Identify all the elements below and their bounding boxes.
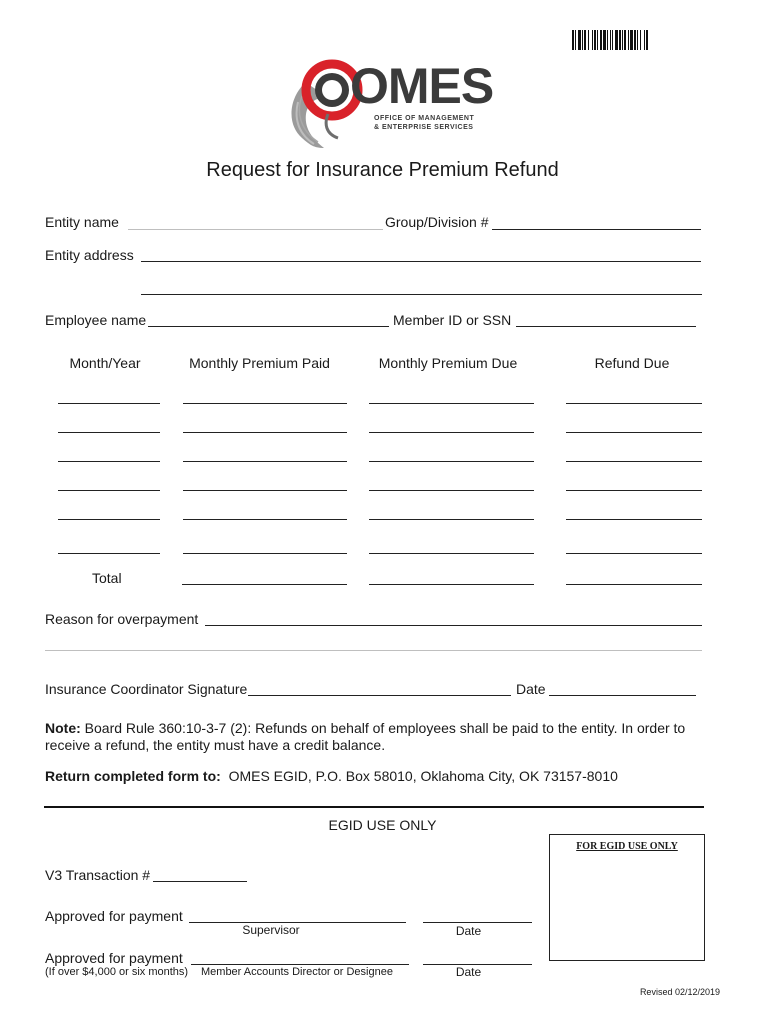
barcode-bar	[644, 30, 645, 50]
section-divider	[44, 806, 704, 808]
logo-subtitle-line2: & ENTERPRISE SERVICES	[374, 124, 474, 131]
signature-label: Insurance Coordinator Signature	[45, 681, 248, 697]
table-cell-due-1[interactable]	[369, 389, 534, 404]
revised-date: Revised 02/12/2019	[639, 987, 720, 997]
entity-address-label: Entity address	[45, 247, 134, 263]
over-limit-caption: (If over $4,000 or six months)	[45, 966, 189, 978]
barcode-bar	[607, 30, 608, 50]
total-refund-field[interactable]	[566, 570, 702, 585]
egid-use-box	[549, 834, 705, 961]
barcode-bar	[582, 30, 583, 50]
entity-address-field-2[interactable]	[141, 280, 702, 295]
barcode-bar	[622, 30, 623, 50]
logo-subtitle-line1: OFFICE OF MANAGEMENT	[374, 115, 475, 122]
barcode-bar	[634, 30, 636, 50]
barcode-bar	[640, 30, 641, 50]
entity-address-field-1[interactable]	[141, 247, 701, 262]
group-division-label: Group/Division #	[385, 214, 489, 230]
egid-box-label: FOR EGID USE ONLY	[576, 841, 678, 852]
header-premium-due: Monthly Premium Due	[378, 355, 518, 371]
table-cell-month-1[interactable]	[58, 389, 160, 404]
barcode-bar	[619, 30, 621, 50]
table-cell-refund-5[interactable]	[566, 505, 702, 520]
signature-date-field[interactable]	[549, 681, 696, 696]
barcode-bar	[630, 30, 633, 50]
header-refund-due: Refund Due	[594, 355, 670, 371]
barcode-bar	[600, 30, 602, 50]
director-field[interactable]	[191, 950, 409, 965]
table-cell-due-2[interactable]	[369, 418, 534, 433]
table-cell-month-6[interactable]	[58, 539, 160, 554]
total-due-field[interactable]	[369, 570, 534, 585]
barcode-bar	[572, 30, 574, 50]
omes-logo	[284, 52, 494, 152]
reason-field-1[interactable]	[205, 611, 702, 626]
table-cell-month-4[interactable]	[58, 476, 160, 491]
barcode-bar	[584, 30, 586, 50]
director-date-field[interactable]	[423, 950, 532, 965]
egid-section-title: EGID USE ONLY	[328, 817, 437, 833]
supervisor-date-field[interactable]	[423, 908, 532, 923]
table-cell-refund-6[interactable]	[566, 539, 702, 554]
group-division-field[interactable]	[492, 215, 701, 230]
approved-label-1: Approved for payment	[45, 908, 183, 924]
barcode-bar	[610, 30, 611, 50]
return-bold: Return completed form to:	[45, 768, 221, 784]
entity-name-field[interactable]	[128, 215, 383, 230]
barcode-bar	[588, 30, 589, 50]
table-cell-paid-5[interactable]	[183, 505, 347, 520]
table-cell-due-6[interactable]	[369, 539, 534, 554]
total-label: Total	[92, 570, 122, 586]
return-address: OMES EGID, P.O. Box 58010, Oklahoma City, OK 73157-8010	[228, 768, 618, 784]
supervisor-caption: Supervisor	[242, 923, 300, 937]
member-id-field[interactable]	[516, 312, 696, 327]
barcode-bar	[603, 30, 606, 50]
director-caption: Member Accounts Director or Designee	[201, 966, 393, 978]
barcode-bar	[637, 30, 638, 50]
table-cell-paid-4[interactable]	[183, 476, 347, 491]
signature-field[interactable]	[248, 681, 511, 696]
table-cell-paid-1[interactable]	[183, 389, 347, 404]
entity-name-label: Entity name	[45, 214, 119, 230]
table-cell-refund-3[interactable]	[566, 447, 702, 462]
note-line-1	[45, 720, 685, 736]
barcode-bar	[628, 30, 629, 50]
approved-label-2: Approved for payment	[45, 950, 183, 966]
director-date-caption: Date	[455, 965, 482, 979]
header-month-year: Month/Year	[69, 355, 141, 371]
barcode-bar	[612, 30, 613, 50]
table-cell-due-4[interactable]	[369, 476, 534, 491]
table-cell-refund-2[interactable]	[566, 418, 702, 433]
supervisor-date-caption: Date	[455, 924, 482, 938]
table-cell-paid-2[interactable]	[183, 418, 347, 433]
barcode-bar	[615, 30, 618, 50]
v3-transaction-label: V3 Transaction #	[45, 867, 151, 883]
barcode-bar	[578, 30, 581, 50]
barcode-bar	[646, 30, 648, 50]
barcode-bar	[624, 30, 626, 50]
logo-wordmark: OMES	[350, 58, 494, 114]
employee-name-label: Employee name	[45, 312, 147, 328]
barcode-bar	[594, 30, 596, 50]
table-cell-month-5[interactable]	[58, 505, 160, 520]
barcode-bar	[592, 30, 593, 50]
note-text-1: Board Rule 360:10-3-7 (2): Refunds on behalf of employees shall be paid to the entity. In order to	[80, 720, 686, 736]
supervisor-field[interactable]	[189, 908, 406, 923]
v3-transaction-field[interactable]	[153, 867, 247, 882]
table-cell-due-3[interactable]	[369, 447, 534, 462]
barcode-bar	[597, 30, 598, 50]
reason-field-2[interactable]	[45, 636, 702, 651]
page-title: Request for Insurance Premium Refund	[206, 159, 559, 181]
table-cell-month-2[interactable]	[58, 418, 160, 433]
table-cell-refund-1[interactable]	[566, 389, 702, 404]
return-line	[45, 768, 618, 784]
header-premium-paid: Monthly Premium Paid	[189, 355, 330, 371]
employee-name-field[interactable]	[148, 312, 389, 327]
note-bold: Note:	[45, 720, 81, 736]
barcode	[572, 30, 720, 52]
reason-label: Reason for overpayment	[45, 611, 199, 627]
signature-date-label: Date	[516, 681, 546, 697]
table-cell-due-5[interactable]	[369, 505, 534, 520]
member-id-label: Member ID or SSN	[393, 312, 512, 328]
table-cell-paid-3[interactable]	[183, 447, 347, 462]
note-line-2: receive a refund, the entity must have a credit balance.	[45, 737, 386, 753]
table-cell-refund-4[interactable]	[566, 476, 702, 491]
barcode-bar	[575, 30, 576, 50]
table-cell-paid-6[interactable]	[183, 539, 347, 554]
total-paid-field[interactable]	[182, 570, 347, 585]
table-cell-month-3[interactable]	[58, 447, 160, 462]
